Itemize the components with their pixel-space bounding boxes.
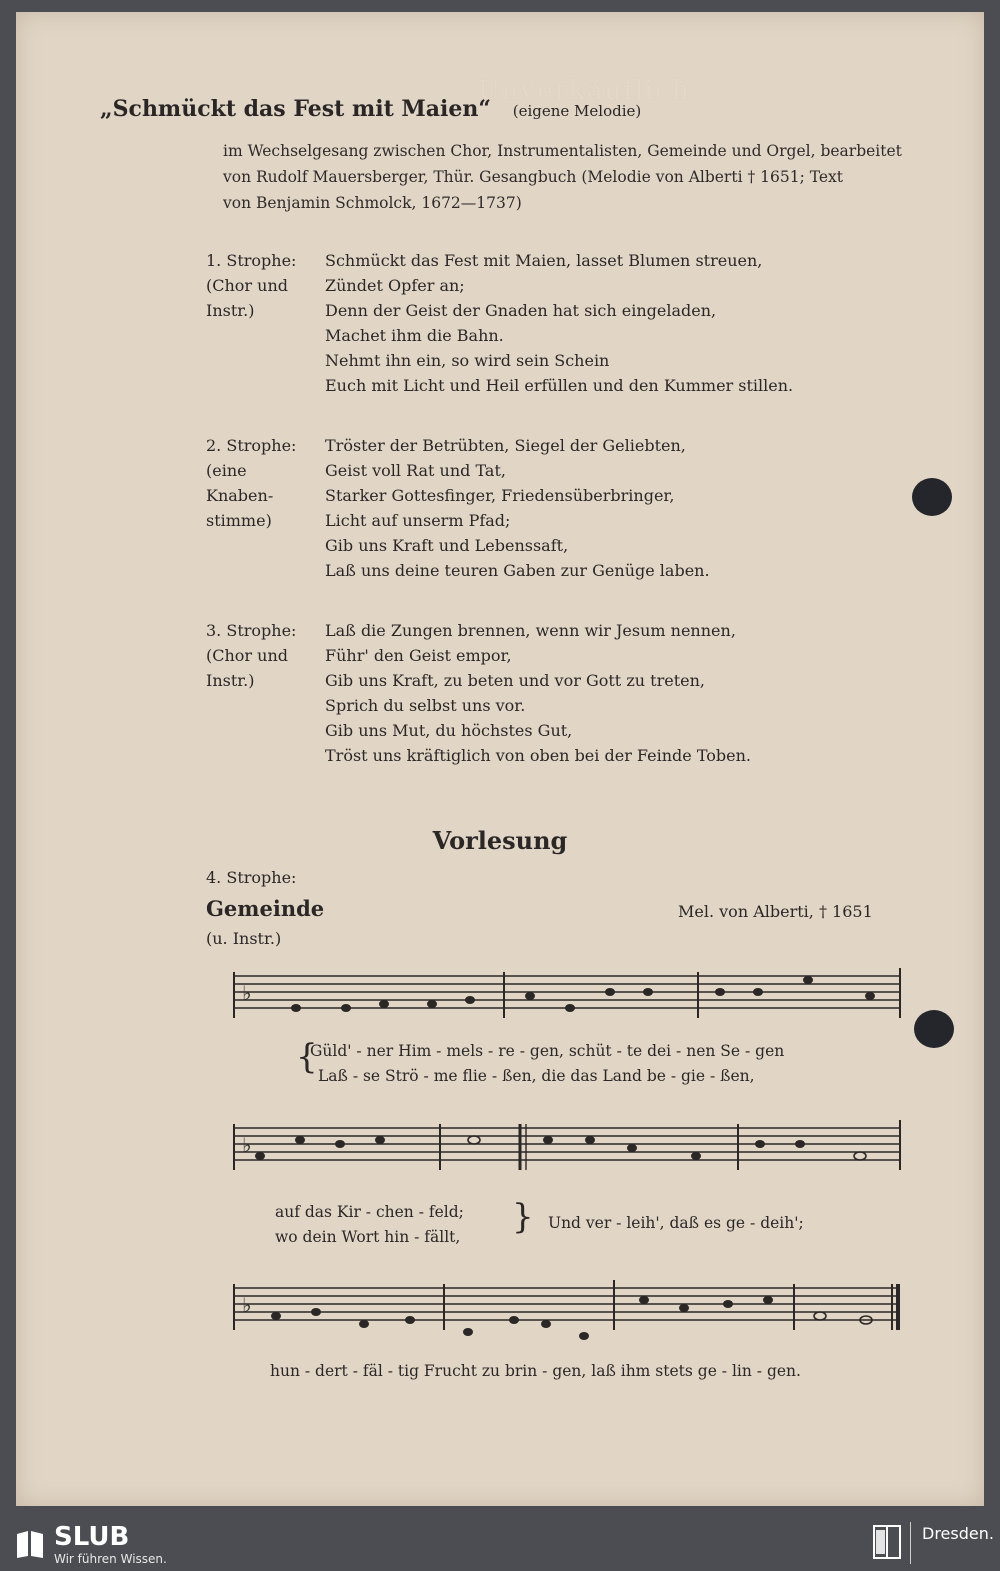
book-icon bbox=[14, 1528, 46, 1560]
verse-line: Licht auf unserm Pfad; bbox=[325, 511, 511, 530]
intro-line: im Wechselgesang zwischen Chor, Instrumentalisten, Gemeinde und Orgel, bearbeitet bbox=[223, 142, 902, 160]
title-main: „Schmückt das Fest mit Maien“ bbox=[100, 96, 492, 122]
footer-divider bbox=[910, 1522, 911, 1564]
verse-line: Gib uns Kraft und Lebenssaft, bbox=[325, 536, 569, 555]
svg-text:♭: ♭ bbox=[242, 1293, 252, 1317]
verse-line: Denn der Geist der Gnaden hat sich eingeladen, bbox=[325, 301, 717, 320]
city-logo-text: Dresden. bbox=[922, 1524, 994, 1543]
verse-line: Tröster der Betrübten, Siegel der Geliebten, bbox=[325, 436, 686, 455]
verse-line: Schmückt das Fest mit Maien, lasset Blumen streuen, bbox=[325, 251, 763, 270]
faint-stamp: Unverkäuflich bbox=[478, 76, 691, 106]
svg-text:♭: ♭ bbox=[242, 981, 252, 1005]
verse-line: Führ' den Geist empor, bbox=[325, 646, 512, 665]
lyric-line: Laß - se Strö - me flie - ßen, die das Land be - gie - ßen, bbox=[318, 1067, 755, 1085]
title-sub: (eigene Melodie) bbox=[512, 102, 642, 120]
strophe4-instr: (u. Instr.) bbox=[206, 929, 282, 948]
verse-line: Euch mit Licht und Heil erfüllen und den Kummer stillen. bbox=[325, 376, 794, 395]
strophe4-voice: Gemeinde bbox=[206, 896, 325, 921]
verse-line: Nehmt ihn ein, so wird sein Schein bbox=[325, 351, 610, 370]
verse-line: Machet ihm die Bahn. bbox=[325, 326, 504, 345]
lyric-line: wo dein Wort hin - fällt, bbox=[275, 1228, 461, 1246]
intro-line: von Rudolf Mauersberger, Thür. Gesangbuch (Melodie von Alberti † 1651; Text bbox=[223, 168, 844, 186]
verse-line: Laß uns deine teuren Gaben zur Genüge laben. bbox=[325, 561, 710, 580]
stanza-number: 3. Strophe: bbox=[206, 621, 297, 640]
stanza-number: 2. Strophe: bbox=[206, 436, 297, 455]
lyric-line: auf das Kir - chen - feld; bbox=[275, 1203, 464, 1221]
verse-line: Gib uns Kraft, zu beten und vor Gott zu treten, bbox=[325, 671, 705, 690]
verse-line: Geist voll Rat und Tat, bbox=[325, 461, 506, 480]
verse-line: Starker Gottesfinger, Friedensüberbringer, bbox=[325, 486, 675, 505]
verse-line: Sprich du selbst uns vor. bbox=[325, 696, 526, 715]
lyric-brace: } bbox=[512, 1197, 534, 1237]
intro-line: von Benjamin Schmolck, 1672—1737) bbox=[223, 194, 522, 212]
stanza-performer: (Chor und bbox=[206, 276, 289, 295]
library-name: SLUB bbox=[54, 1522, 130, 1552]
footer-bar bbox=[0, 1516, 1000, 1571]
lyric-line: Güld' - ner Him - mels - re - gen, schüt - te dei - nen Se - gen bbox=[310, 1042, 785, 1060]
lyric-line: Und ver - leih', daß es ge - deih'; bbox=[548, 1214, 804, 1232]
lyric-brace: { bbox=[296, 1037, 318, 1077]
verse-line: Zündet Opfer an; bbox=[325, 276, 465, 295]
city-crest-icon bbox=[872, 1524, 902, 1562]
strophe4-label: 4. Strophe: bbox=[206, 868, 297, 887]
verse-line: Laß die Zungen brennen, wenn wir Jesum nennen, bbox=[325, 621, 736, 640]
verse-line: Gib uns Mut, du höchstes Gut, bbox=[325, 721, 573, 740]
stanza-performer: (eine bbox=[206, 461, 247, 480]
stanza-performer: Instr.) bbox=[206, 671, 255, 690]
svg-text:♭: ♭ bbox=[242, 1133, 252, 1157]
stanza-performer: Instr.) bbox=[206, 301, 255, 320]
stanza-number: 1. Strophe: bbox=[206, 251, 297, 270]
stanza-performer: Knaben- bbox=[206, 486, 274, 505]
library-slogan: Wir führen Wissen. bbox=[54, 1552, 167, 1566]
stanza-performer: (Chor und bbox=[206, 646, 289, 665]
melody-credit: Mel. von Alberti, † 1651 bbox=[678, 902, 873, 921]
stanza-performer: stimme) bbox=[206, 511, 272, 530]
verse-line: Tröst uns kräftiglich von oben bei der Feinde Toben. bbox=[325, 746, 751, 765]
reading-heading: Vorlesung bbox=[432, 826, 568, 855]
lyric-line: hun - dert - fäl - tig Frucht zu brin - gen, laß ihm stets ge - lin - gen. bbox=[270, 1362, 801, 1380]
